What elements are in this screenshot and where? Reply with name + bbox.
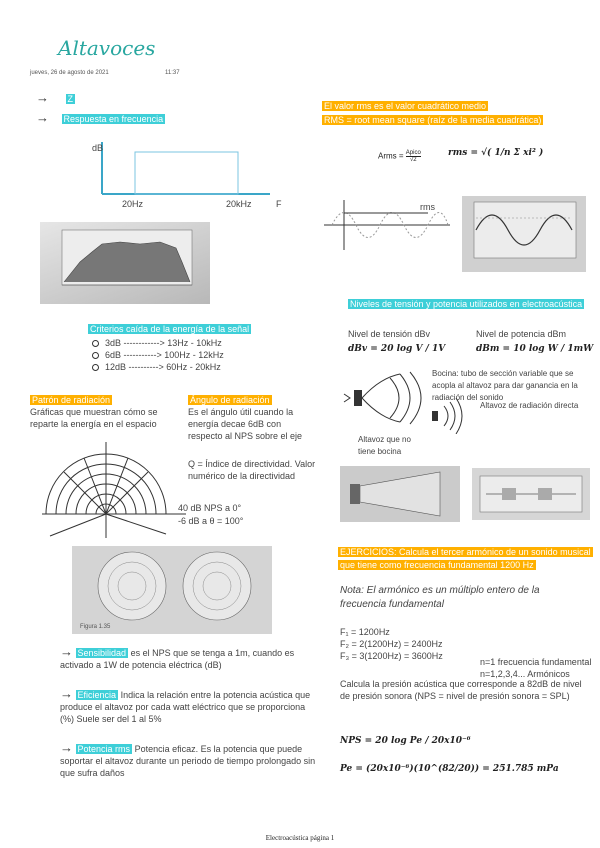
polar-pattern-svg	[36, 440, 186, 540]
direct-speaker-sketch	[430, 398, 470, 434]
page-footer: Electroacústica página 1	[265, 834, 335, 842]
wave-label: rms	[420, 202, 435, 212]
n1-text: n=1 frecuencia fundamental	[480, 657, 592, 667]
bocina-text: Bocina: tubo de sección variable que se acopla al altavoz para dar ganancia en la radiación del sonido	[432, 369, 578, 402]
calcula-text: Calcula la presión acústica que corresponde a 82dB de nivel de presión sonora (NPS = nivel de presión sonora = SPL)	[340, 679, 582, 701]
bullet-icon	[92, 364, 99, 371]
frequency-graph-svg	[80, 140, 300, 220]
criterio-item: 6dB -----------> 100Hz - 12kHz	[92, 349, 224, 361]
date-text: jueves, 26 de agosto de 2021	[30, 70, 109, 76]
time-text: 11:37	[165, 70, 180, 76]
nav-item-respuesta: → Respuesta en frecuencia	[36, 110, 164, 125]
polar-pattern-sketch	[36, 440, 186, 540]
criterio-item: 12dB ----------> 60Hz - 20kHz	[92, 361, 224, 373]
niveles-title: Niveles de tensión y potencia utilizados en electroacústica	[350, 299, 583, 309]
criterios-title: Criterios caída de la energía de la señal	[90, 324, 250, 334]
criterios-list	[92, 337, 224, 373]
sensibilidad-block: → Sensibilidad es el NPS que se tenga a 1m, cuando es activado a 1W de potencia eléctrica (dB)	[60, 644, 295, 670]
nps-equation: NPS = 20 log Pe / 20x10⁻⁶	[340, 736, 471, 746]
page-title: Altavoces	[58, 36, 156, 60]
rms-line-1: El valor rms es el valor cuadrático medio	[324, 101, 487, 111]
bullet-icon	[92, 352, 99, 359]
polar-pattern-photo	[72, 546, 272, 634]
rms-line-2: RMS = root mean square (raíz de la media cuadrática)	[324, 115, 542, 125]
pe-equation: Pe = (20x10⁻⁶)(10^(82/20)) = 251.785 mPa	[340, 764, 559, 774]
angulo-title: Ángulo de radiación	[190, 395, 270, 405]
potencia-label: Nivel de potencia dBm	[476, 329, 567, 339]
arrow-right-icon: →	[36, 110, 49, 125]
frequency-response-photo-svg	[40, 222, 210, 304]
rms-formula: rms = √( 1/n Σ xi² )	[448, 148, 544, 158]
horn-photo-svg	[340, 466, 460, 522]
polar-note-2: -6 dB a θ = 100°	[178, 516, 244, 526]
graph-x1-label: 20Hz	[122, 199, 144, 209]
graph-x3-label: F	[276, 199, 282, 209]
wave-photo-svg	[462, 196, 586, 272]
tension-equation: dBv = 20 log V / 1V	[348, 344, 446, 354]
circuit-photo	[472, 468, 590, 520]
wave-photo	[462, 196, 586, 272]
patron-title: Patrón de radiación	[32, 395, 111, 405]
ejercicio-line-1: EJERCICIOS: Calcula el tercer armónico de un sonido musical	[340, 547, 591, 557]
circuit-photo-svg	[472, 468, 590, 520]
arms-formula: Arms = Apico √2	[378, 150, 421, 163]
eficiencia-block: → Eficiencia Indica la relación entre la potencia acústica que produce el altavoz por cada watt eléctrico que se proporciona (%) Suele ser del 1 al 5%	[60, 686, 311, 724]
horn-speaker-svg	[340, 368, 430, 428]
f3-text: F₃ = 3(1200Hz) = 3600Hz	[340, 651, 443, 661]
f1-text: F₁ = 1200Hz	[340, 627, 390, 637]
graph-ylabel: dB	[92, 143, 104, 153]
tension-label: Nivel de tensión dBv	[348, 329, 431, 339]
arrow-right-icon: →	[60, 686, 73, 701]
nota-text: Nota: El armónico es un múltiplo entero de la frecuencia fundamental	[340, 585, 540, 610]
horn-photo	[340, 466, 460, 522]
criterio-item: 3dB ------------> 13Hz - 10kHz	[92, 337, 224, 349]
frequency-response-graph	[80, 140, 300, 220]
potencia-block: → Potencia rms Potencia eficaz. Es la potencia que puede soportar el altavoz durante un periodo de tiempo prolongado sin que sufra daños	[60, 740, 316, 778]
q-text: Q = Índice de directividad. Valor numérico de la directividad	[188, 459, 316, 481]
polar-photo-svg	[72, 546, 272, 634]
direct-speaker-svg	[430, 398, 470, 434]
nav-item-z: → Z	[36, 90, 74, 105]
potencia-equation: dBm = 10 log W / 1mW	[476, 344, 594, 354]
polar-note-1: 40 dB NPS a 0°	[178, 503, 242, 513]
altavoz-directa-label: Altavoz de radiación directa	[480, 401, 579, 410]
arrow-right-icon: →	[60, 740, 73, 755]
arrow-right-icon: →	[36, 90, 49, 105]
arrow-right-icon: →	[60, 644, 73, 659]
horn-speaker-sketch	[340, 368, 430, 428]
rms-wave-sketch	[322, 195, 452, 255]
ejercicio-line-2: que tiene como frecuencia fundamental 1200 Hz	[340, 560, 534, 570]
frequency-response-photo	[40, 222, 210, 304]
f2-text: F₂ = 2(1200Hz) = 2400Hz	[340, 639, 443, 649]
bullet-icon	[92, 340, 99, 347]
altavoz-sin-bocina-label: Altavoz que no tiene bocina	[358, 435, 411, 456]
n2-text: n=1,2,3,4... Armónicos	[480, 669, 570, 679]
figure-caption: Figura 1.35	[80, 624, 111, 630]
graph-x2-label: 20kHz	[226, 199, 252, 209]
angulo-text: Es el ángulo útil cuando la energía decae 6dB con respecto al NPS sobre el eje	[188, 407, 303, 441]
patron-text: Gráficas que muestran cómo se reparte la energía en el espacio	[30, 407, 158, 429]
